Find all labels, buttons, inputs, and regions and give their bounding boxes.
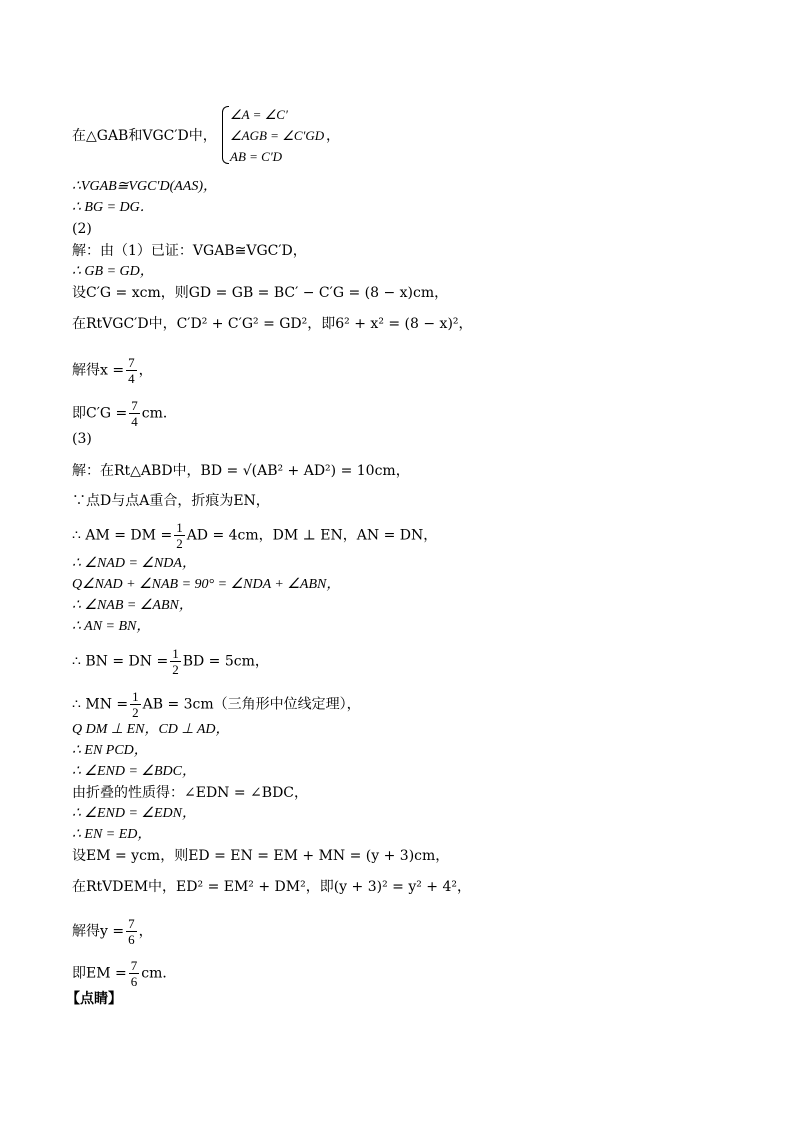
fraction: $\frac{7}{4}$ bbox=[128, 355, 135, 386]
system-row-1: ∠A = ∠C′ bbox=[230, 107, 288, 122]
line-solve-y: 解得y = $\frac{7}{6}$ ， bbox=[72, 916, 153, 947]
line-am-dm: ∴ AM = DM = $\frac{1}{2}$ AD = 4cm，DM ⊥ EN，AN = DN， bbox=[72, 520, 438, 551]
fraction: $\frac{1}{2}$ bbox=[172, 646, 179, 677]
line-gb-gd: ∴ GB = GD， bbox=[72, 264, 154, 279]
fraction: $\frac{7}{4}$ bbox=[131, 398, 138, 429]
line-bn-dn: ∴ BN = DN = $\frac{1}{2}$ BD = 5cm， bbox=[72, 646, 269, 677]
line-mn: ∴ MN = $\frac{1}{2}$ AB = 3cm（三角形中位线定理）， bbox=[72, 689, 361, 720]
left-brace bbox=[222, 106, 229, 164]
section-heading-dianjing: 【点睛】 bbox=[66, 991, 122, 1007]
part-3-label: (3) bbox=[72, 431, 92, 447]
line-set-x: 设C′G = xcm，则GD = GB = BC′ − C′G = (8 − x)cm， bbox=[72, 285, 449, 301]
line-fold: ∵点D与点A重合，折痕为EN， bbox=[72, 493, 270, 509]
line-an-bn: ∴ AN = BN， bbox=[72, 619, 151, 634]
line-cg-result: 即C′G = $\frac{7}{4}$ cm． bbox=[72, 398, 177, 429]
line-en-ed: ∴ EN = ED， bbox=[72, 827, 152, 842]
line-part2-start: 解：由（1）已证：VGAB≅VGC′D， bbox=[72, 243, 307, 259]
line-solve-x: 解得x = $\frac{7}{4}$ ， bbox=[72, 355, 153, 386]
line-pythagoras-1: 在RtVGC′D中，C′D² + C′G² = GD²，即6² + x² = (8 − x)²， bbox=[72, 316, 473, 332]
system-rows bbox=[230, 104, 324, 167]
fraction: $\frac{1}{2}$ bbox=[176, 520, 183, 551]
fraction: $\frac{7}{6}$ bbox=[128, 916, 135, 947]
line-bg-dg: ∴ BG = DG． bbox=[72, 200, 154, 215]
line-nad-nda: ∴ ∠NAD = ∠NDA， bbox=[72, 556, 196, 571]
line-em-result: 即EM = $\frac{7}{6}$ cm． bbox=[72, 958, 177, 989]
fraction: $\frac{1}{2}$ bbox=[132, 689, 139, 720]
line-set-y: 设EM = ycm，则ED = EN = EM + MN = (y + 3)cm， bbox=[72, 848, 450, 864]
line-perpendiculars: Q DM ⊥ EN，CD ⊥ AD， bbox=[72, 722, 230, 737]
line-angle-sum: Q∠NAD + ∠NAB = 90° = ∠NDA + ∠ABN， bbox=[72, 577, 341, 592]
system-row-2: ∠AGB = ∠C′GD bbox=[230, 128, 325, 143]
fraction: $\frac{7}{6}$ bbox=[130, 958, 138, 989]
line-congruence: ∴VGAB≅VGC′D(AAS)， bbox=[72, 179, 218, 194]
line-end-bdc: ∴ ∠END = ∠BDC， bbox=[72, 764, 196, 779]
system-row-3: AB = C′D bbox=[230, 149, 283, 164]
line-part3-start: 解：在Rt△ABD中，BD = √(AB² + AD²) = 10cm， bbox=[72, 463, 410, 479]
line-end-edn: ∴ ∠END = ∠EDN， bbox=[72, 806, 196, 821]
line-pythagoras-2: 在RtVDEM中，ED² = EM² + DM²，即(y + 3)² = y² + 4²， bbox=[72, 879, 471, 895]
line-triangle-comparison bbox=[72, 127, 217, 145]
line-system-suffix: ， bbox=[326, 128, 340, 144]
line-nab-abn: ∴ ∠NAB = ∠ABN， bbox=[72, 598, 193, 613]
part-2-label: (2) bbox=[72, 221, 92, 237]
line-fold-property: 由折叠的性质得：∠EDN = ∠BDC， bbox=[72, 785, 309, 801]
text-prefix: 在△GAB和VGC′D中， bbox=[72, 128, 217, 144]
line-parallel: ∴ EN PCD， bbox=[72, 743, 148, 758]
